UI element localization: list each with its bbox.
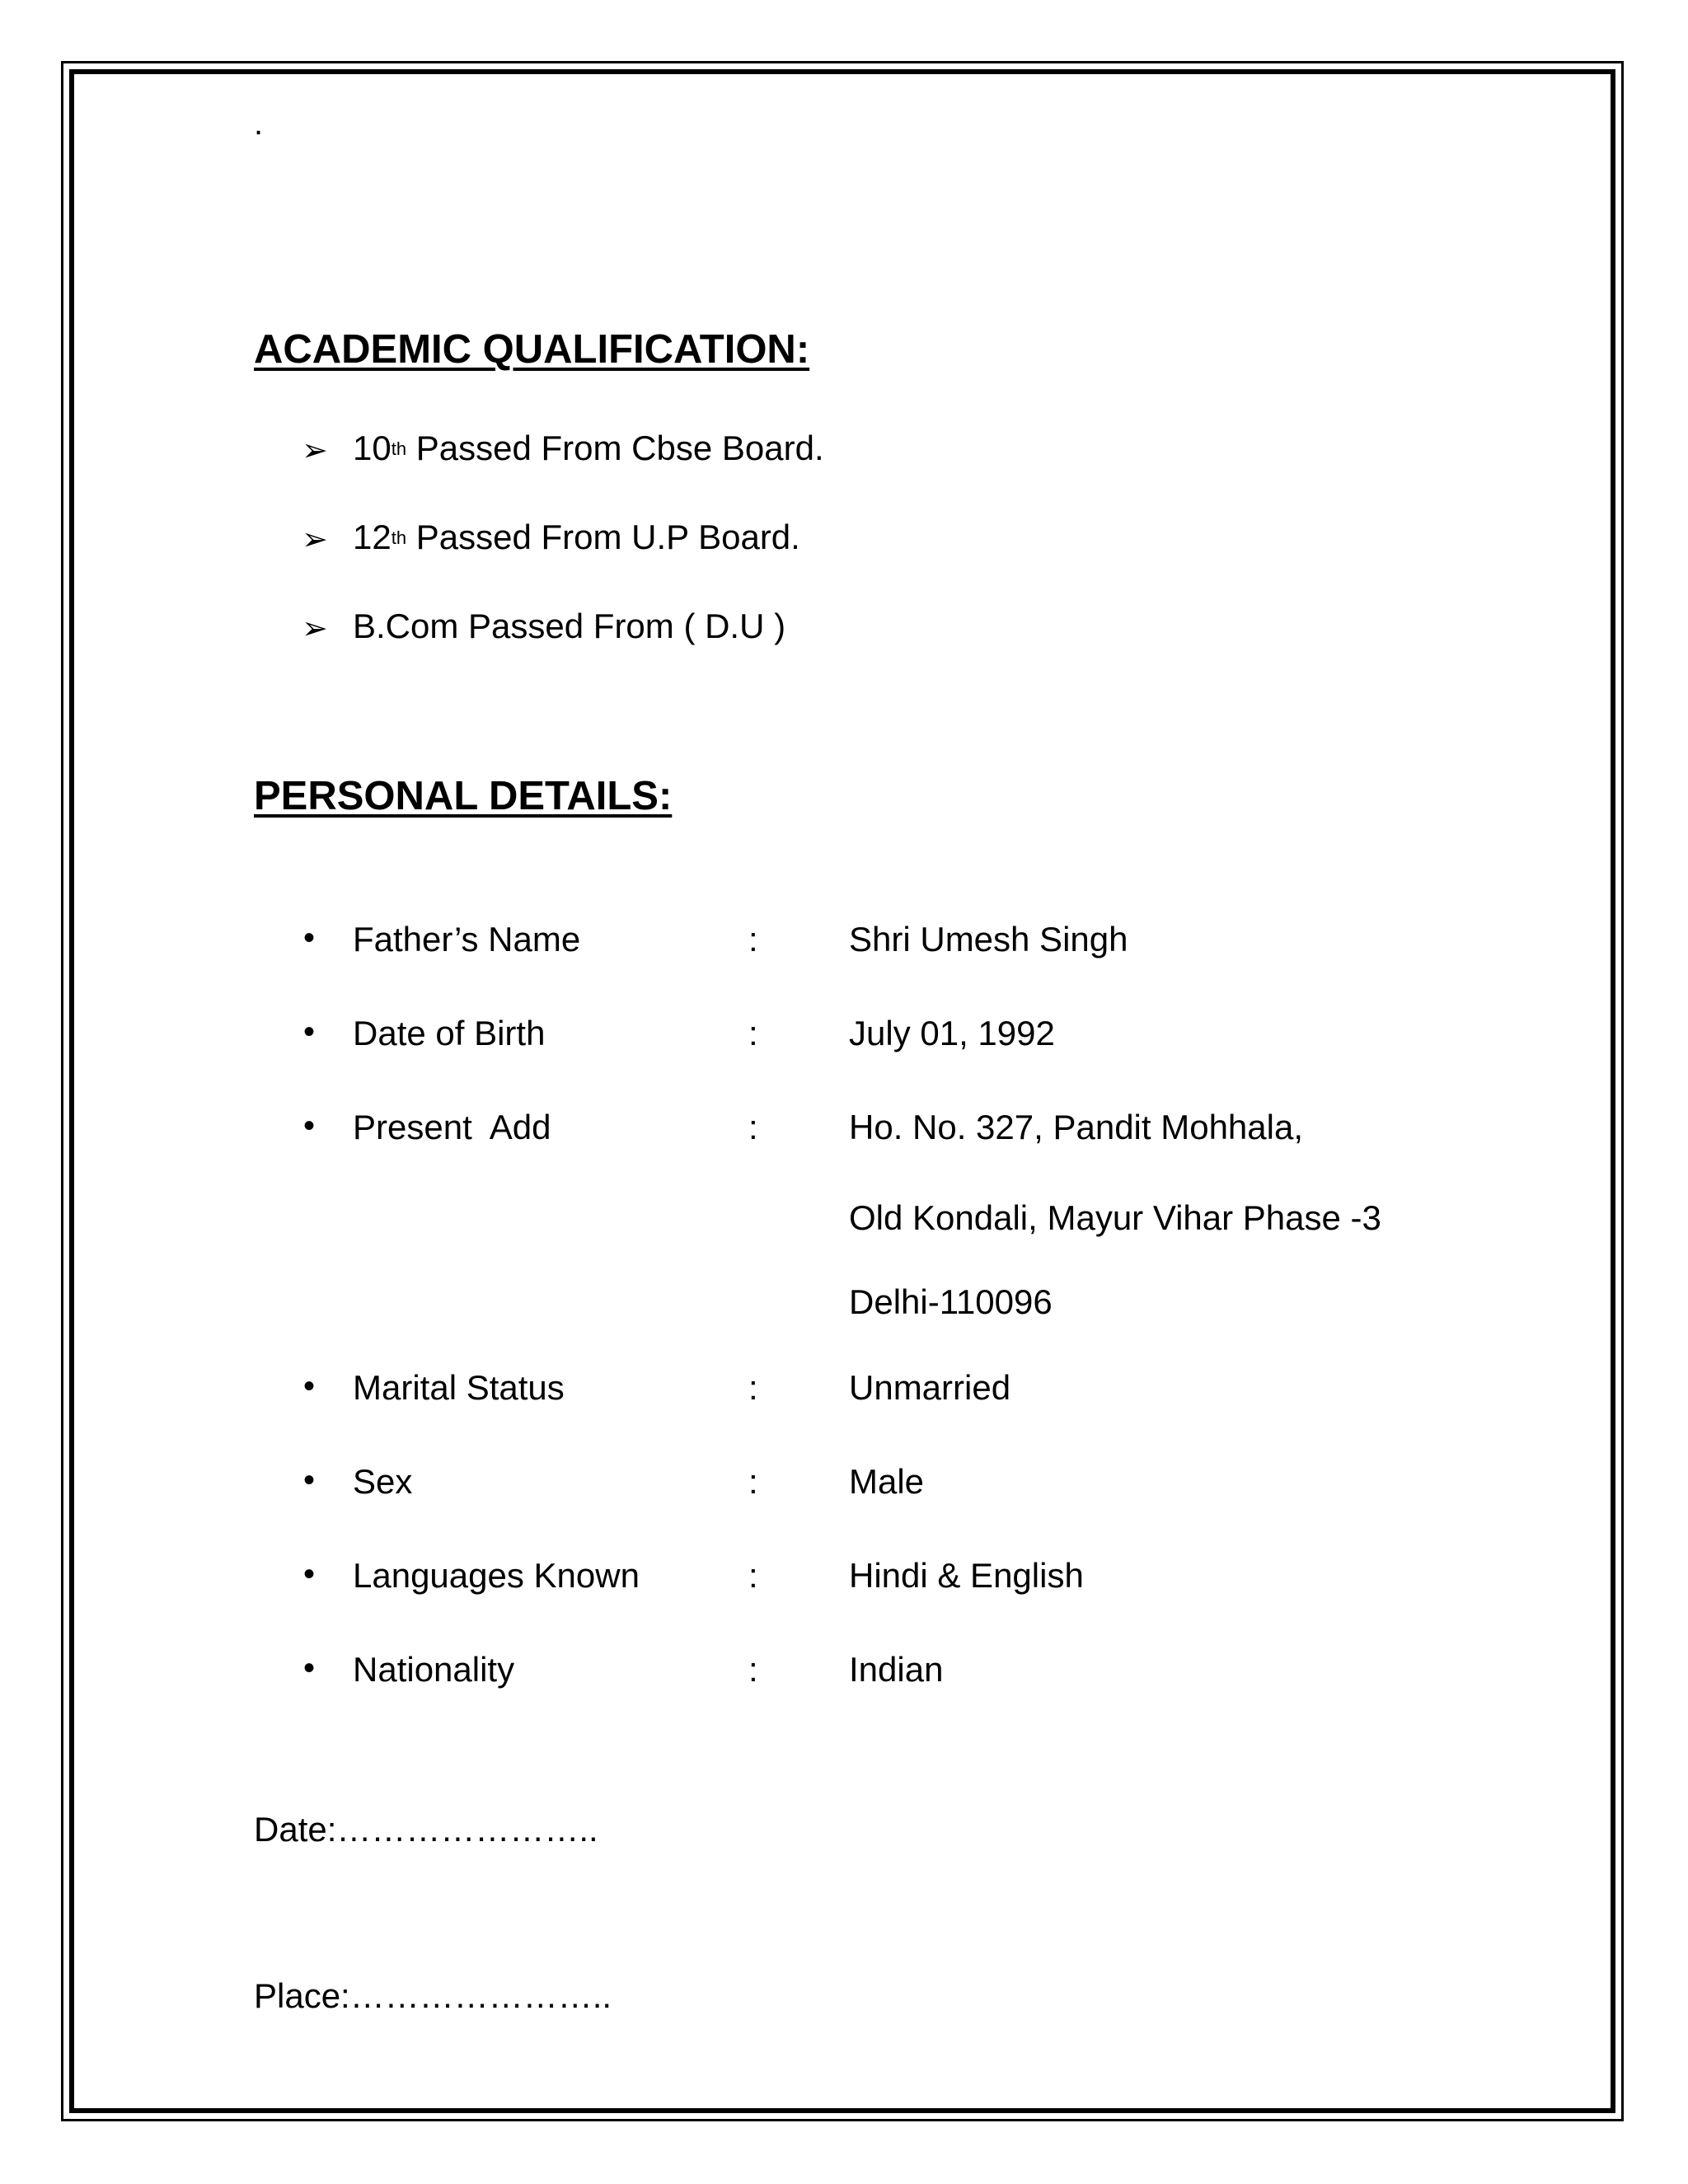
- arrow-bullet-icon: ➢: [302, 612, 328, 646]
- bullet-icon: •: [303, 1556, 316, 1592]
- bullet-icon: •: [303, 1108, 316, 1144]
- academic-item: 12th Passed From U.P Board.: [353, 518, 800, 556]
- detail-separator: :: [748, 1556, 758, 1595]
- address-line: Delhi-110096: [849, 1282, 1053, 1321]
- date-line: Date:…………………..: [254, 1810, 598, 1849]
- detail-value: Ho. No. 327, Pandit Mohhala,: [849, 1108, 1304, 1146]
- bullet-icon: •: [303, 1014, 316, 1050]
- address-line: Old Kondali, Mayur Vihar Phase -3: [849, 1198, 1381, 1237]
- bullet-icon: •: [303, 1368, 316, 1404]
- academic-item: 10th Passed From Cbse Board.: [353, 429, 824, 467]
- personal-heading: PERSONAL DETAILS:: [254, 774, 673, 818]
- detail-separator: :: [748, 1650, 758, 1689]
- bullet-icon: •: [303, 920, 316, 956]
- detail-label: Marital Status: [353, 1368, 565, 1407]
- detail-value: July 01, 1992: [849, 1014, 1055, 1052]
- detail-label: Nationality: [353, 1650, 515, 1689]
- top-marker: .: [254, 105, 264, 142]
- detail-separator: :: [748, 1462, 758, 1501]
- arrow-bullet-icon: ➢: [302, 434, 328, 468]
- page-border-inner: [69, 69, 1615, 2113]
- detail-value: Shri Umesh Singh: [849, 920, 1128, 958]
- academic-heading: ACADEMIC QUALIFICATION:: [254, 327, 810, 372]
- bullet-icon: •: [303, 1462, 316, 1498]
- place-line: Place:…………………..: [254, 1976, 612, 2015]
- detail-label: Present Add: [353, 1108, 551, 1146]
- detail-label: Languages Known: [353, 1556, 640, 1595]
- bullet-icon: •: [303, 1650, 316, 1686]
- detail-value: Hindi & English: [849, 1556, 1084, 1595]
- arrow-bullet-icon: ➢: [302, 523, 328, 557]
- detail-separator: :: [748, 1368, 758, 1407]
- detail-label: Date of Birth: [353, 1014, 546, 1052]
- detail-separator: :: [748, 1014, 758, 1052]
- detail-value: Male: [849, 1462, 925, 1501]
- academic-item: B.Com Passed From ( D.U ): [353, 607, 786, 645]
- detail-value: Indian: [849, 1650, 944, 1689]
- detail-separator: :: [748, 920, 758, 958]
- detail-value: Unmarried: [849, 1368, 1011, 1407]
- detail-label: Sex: [353, 1462, 413, 1501]
- detail-separator: :: [748, 1108, 758, 1146]
- detail-label: Father’s Name: [353, 920, 581, 958]
